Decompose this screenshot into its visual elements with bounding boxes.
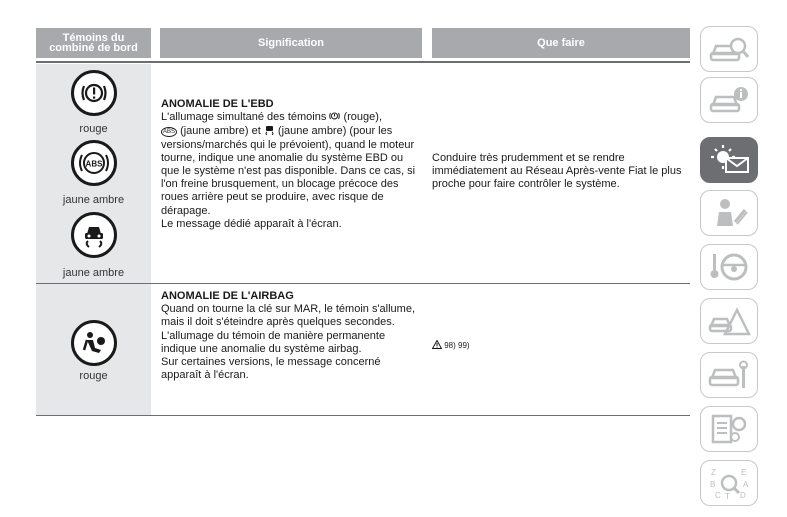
row1-meaning — [161, 98, 421, 231]
row1-title: ANOMALIE DE L'EBD — [161, 98, 274, 110]
row2-body3: Sur certaines versions, le message concerné apparaît à l'écran. — [161, 356, 381, 382]
side-tab-safety[interactable] — [700, 190, 758, 236]
table-bottom-rule — [36, 415, 690, 416]
safety-person-icon — [707, 196, 751, 230]
warning-light-message-icon — [707, 143, 751, 177]
warning-triangle-icon — [432, 340, 442, 349]
header-action: Que faire — [432, 28, 690, 58]
lamp-airbag-label: rouge — [79, 370, 108, 382]
side-tab-maintenance[interactable] — [700, 352, 758, 398]
row1-action: Conduire très prudemment et se rendre immédiatement au Réseau Après-vente Fiat le plus proche pour faire contrôler le système. — [432, 152, 682, 191]
side-tab-emergency[interactable] — [700, 298, 758, 344]
row1-body: versions/marchés qui le prévoient), quand le moteur tourne, indique une anomalie du système EBD ou que le système n'est pas disponible. Dans ce cas, si l'on freine brusquement, un blocage précoce des roues arrière peut se produire, avec risque de dérapage. — [161, 138, 416, 217]
svg-text:C: C — [715, 491, 721, 500]
side-tab-starting-driving[interactable] — [700, 244, 758, 290]
svg-text:T: T — [725, 492, 730, 501]
lamp-skid — [36, 212, 151, 258]
car-info-icon — [707, 83, 751, 117]
svg-text:B: B — [710, 480, 716, 489]
key-steering-wheel-icon — [707, 250, 751, 284]
row2-title: ANOMALIE DE L'AIRBAG — [161, 290, 294, 302]
brake-warning-icon — [71, 70, 117, 116]
skid-icon — [71, 212, 117, 258]
row1-line1a: L'allumage simultané des témoins — [161, 111, 330, 124]
abs-icon: ABS — [163, 128, 176, 135]
specs-settings-icon — [707, 412, 751, 446]
abs-icon — [71, 140, 117, 186]
row2-action-ref: 98) 99) — [444, 341, 470, 350]
lamp-skid-label: jaune ambre — [62, 267, 125, 279]
header-meaning: Signification — [160, 28, 422, 58]
row1-line1b: (rouge), — [340, 111, 382, 124]
car-wrench-icon — [707, 358, 751, 392]
row1-line2a: (jaune ambre) et — [177, 125, 264, 138]
header-rule — [36, 61, 690, 63]
side-tab-car-info[interactable] — [700, 77, 758, 123]
svg-text:ABS: ABS — [85, 159, 102, 169]
svg-text:Z: Z — [711, 468, 716, 477]
header-lamps-line1: Témoins du — [62, 32, 125, 44]
row1-message: Le message dédié apparaît à l'écran. — [161, 217, 342, 230]
row2-body2: L'allumage du témoin de manière permanente indique une anomalie du système airbag. — [161, 329, 386, 355]
lamp-airbag — [36, 320, 151, 366]
car-search-icon — [707, 32, 751, 66]
lamp-abs — [36, 140, 151, 186]
row1-line2b: (jaune ambre) (pour les — [274, 125, 393, 138]
car-warning-triangle-icon — [707, 304, 751, 338]
side-tab-warning-lights[interactable] — [700, 137, 758, 183]
header-lamps-line2: combiné de bord — [49, 42, 138, 54]
row2-body: Quand on tourne la clé sur MAR, le témoin s'allume, mais il doit s'éteindre après quelques secondes. — [161, 303, 415, 329]
lamp-brake — [36, 70, 151, 116]
lamp-brake-label: rouge — [79, 123, 108, 135]
side-tab-car-search[interactable] — [700, 26, 758, 72]
side-tab-index[interactable] — [700, 460, 758, 506]
airbag-icon — [71, 320, 117, 366]
header-lamps — [36, 28, 151, 58]
row2-action — [432, 340, 552, 351]
lamp-abs-label: jaune ambre — [62, 194, 125, 206]
svg-text:A: A — [743, 480, 749, 489]
side-tab-technical-data[interactable] — [700, 406, 758, 452]
skid-icon — [264, 124, 275, 135]
alphabet-index-icon — [707, 465, 751, 501]
row2-meaning — [161, 290, 421, 382]
svg-text:E: E — [741, 468, 747, 477]
brake-warning-icon — [329, 111, 340, 121]
svg-text:D: D — [740, 491, 746, 500]
